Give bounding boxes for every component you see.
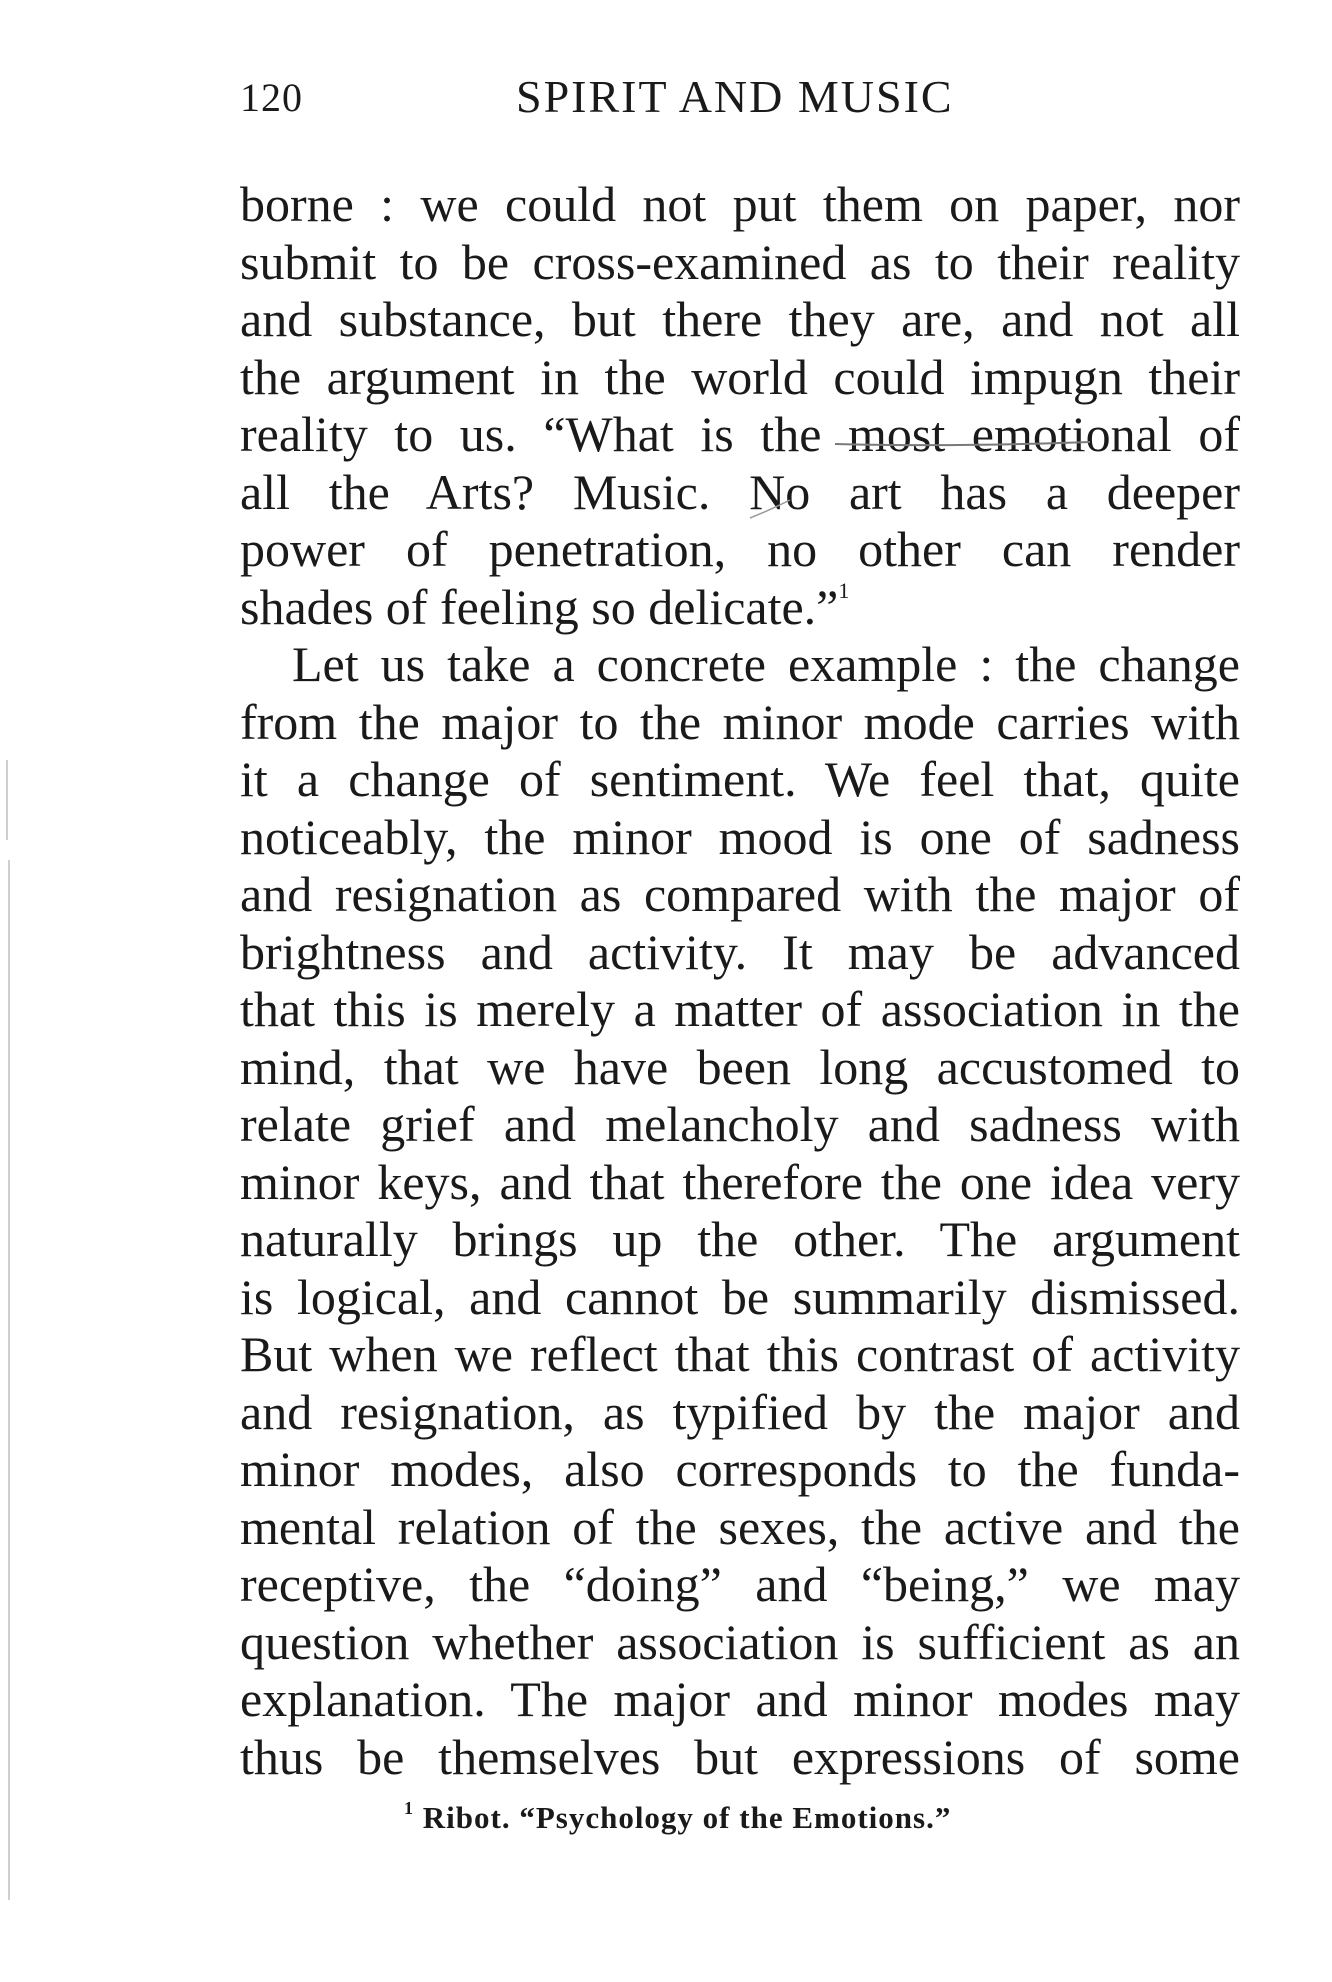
running-title: SPIRIT AND MUSIC [516,71,954,122]
text-line: explanation. The major and minor modes may [240,1671,1240,1727]
text-line: But when we reflect that this contrast of activity [240,1326,1240,1382]
footnote-reference: 1 [838,577,850,603]
text-line: thus be themselves but expressions of some [240,1728,1240,1785]
text-line: and substance, but there they are, and not all [240,291,1240,347]
text-line: and resignation, as typified by the major and [240,1383,1240,1440]
text-line: from the major to the minor mode carries with [240,693,1240,750]
text-line: question whether association is sufficient as an [240,1613,1240,1670]
text-line: receptive, the “doing” and “being,” we may [240,1556,1240,1612]
text-line: minor modes, also corresponds to the funda- [240,1441,1240,1497]
text-line: it a change of sentiment. We feel that, quite [240,751,1240,807]
text-line: submit to be cross-examined as to their reality [240,233,1240,290]
footnote [404,1800,951,1836]
text-line: mental relation of the sexes, the active and the [240,1498,1240,1555]
text-line: shades of feeling so delicate.” [240,578,839,635]
text-line: borne : we could not put them on paper, nor [240,176,1240,232]
text-line: is logical, and cannot be summarily dismissed. [240,1268,1240,1325]
text-line: power of penetration, no other can render [240,521,1240,577]
text-line: minor keys, and that therefore the one idea very [240,1153,1240,1210]
text-line: naturally brings up the other. The argument [240,1211,1240,1267]
footnote-marker: 1 [404,1798,414,1818]
text-line: mind, that we have been long accustomed to [240,1038,1240,1095]
text-line: noticeably, the minor mood is one of sadness [240,808,1240,865]
text-line: and resignation as compared with the major of [240,866,1240,922]
text-line: relate grief and melancholy and sadness with [240,1096,1240,1152]
footnote-text: Ribot. “Psychology of the Emotions.” [422,1800,952,1835]
text-line: the argument in the world could impugn their [240,348,1240,405]
text-line: that this is merely a matter of association in the [240,981,1240,1037]
text-line: Let us take a concrete example : the change [292,636,1240,692]
page-number: 120 [240,75,303,120]
text-line: brightness and activity. It may be advanced [240,923,1240,980]
text-line: all the Arts? Music. No art has a deeper [240,463,1240,520]
text-line: reality to us. “What is the most emotional of [240,406,1240,462]
